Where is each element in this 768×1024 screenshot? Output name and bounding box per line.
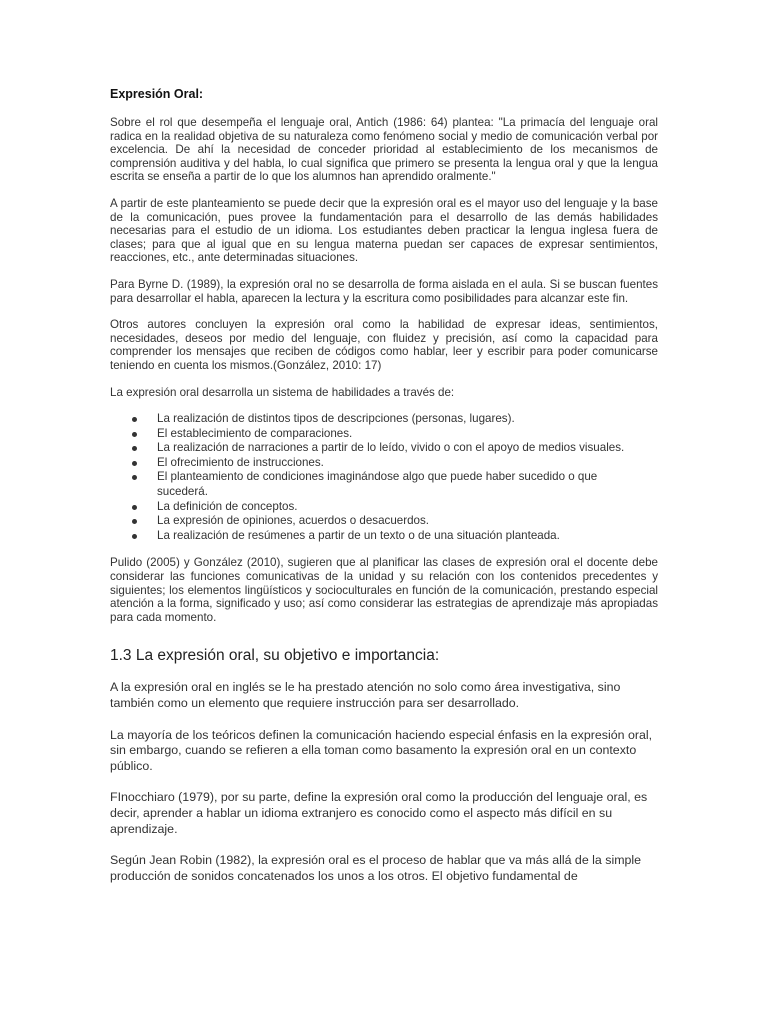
- document-heading: Expresión Oral:: [110, 87, 204, 101]
- bullet-icon: [132, 519, 137, 524]
- paragraph-finocchiaro: FInocchiaro (1979), por su parte, define la expresión oral como la producción del lenguaje oral, es decir, aprender a hablar un idioma extranjero es conocido como el aspecto más difícil en su aprendizaje.: [110, 790, 648, 836]
- paragraph-pulido: Pulido (2005) y González (2010), sugieren que al planificar las clases de expresión oral el docente debe considerar las funciones comunicativas de la unidad y su relación con los contenidos precedentes y siguientes; los elementos lingüísticos y socioculturales en función de la comunicación, prestando especial atención a la forma, significado y uso; así como considerar las estrategias de aprendizaje más apropiadas para cada momento.: [110, 556, 658, 624]
- bullet-icon: [132, 475, 137, 480]
- list-item: [110, 456, 658, 471]
- paragraph-antich-quote: Sobre el rol que desempeña el lenguaje oral, Antich (1986: 64) plantea: "La primacía del lenguaje oral radica en la realidad objetiva de su naturaleza como fenómeno social y medio de comunicación verbal por excelencia. De ahí la necesidad de conceder prioridad al establecimiento de los mecanismos de comprensión auditiva y del habla, lo cual significa que primero se presenta la lengua oral y que la lengua escrita se enseña a partir de lo que los alumnos han aprendido oralmente.": [110, 116, 658, 184]
- list-item-text: La realización de distintos tipos de descripciones (personas, lugares).: [157, 412, 515, 426]
- list-item: [110, 427, 658, 442]
- bullet-icon: [132, 534, 137, 539]
- skills-list: [110, 412, 658, 543]
- list-item-text: El ofrecimiento de instrucciones.: [157, 455, 324, 469]
- list-item: [110, 441, 658, 456]
- paragraph-teoricos: La mayoría de los teóricos definen la comunicación haciendo especial énfasis en la expresión oral, sin embargo, cuando se refieren a ella toman como basamento la expresión oral en un contexto público.: [110, 727, 653, 773]
- list-item-text: La realización de resúmenes a partir de un texto o de una situación planteada.: [157, 528, 560, 542]
- list-item-text: La definición de conceptos.: [157, 499, 298, 513]
- paragraph-atencion: A la expresión oral en inglés se le ha prestado atención no solo como área investigativa, sino también como un elemento que requiere instrucción para ser desarrollado.: [110, 680, 621, 710]
- paragraph-byrne: Para Byrne D. (1989), la expresión oral no se desarrolla de forma aislada en el aula. Si se buscan fuentes para desarrollar el habla, aparecen la lectura y la escritura como posibilidades para alcanzar este fin.: [110, 277, 658, 305]
- section-title: 1.3 La expresión oral, su objetivo e importancia:: [110, 647, 440, 665]
- list-item-text: El planteamiento de condiciones imaginándose algo que puede haber sucedido o que sucederá.: [157, 470, 598, 499]
- list-item-text: La realización de narraciones a partir de lo leído, vivido o con el apoyo de medios visuales.: [157, 441, 625, 455]
- document-page: [110, 86, 658, 900]
- paragraph-list-intro: La expresión oral desarrolla un sistema de habilidades a través de:: [110, 385, 455, 399]
- list-item: [110, 500, 658, 515]
- list-item-text: La expresión de opiniones, acuerdos o desacuerdos.: [157, 514, 429, 528]
- paragraph-robin: Según Jean Robin (1982), la expresión oral es el proceso de hablar que va más allá de la simple producción de sonidos concatenados los unos a los otros. El objetivo fundamental de: [110, 853, 642, 883]
- bullet-icon: [132, 432, 137, 437]
- list-item: [110, 412, 658, 427]
- bullet-icon: [132, 417, 137, 422]
- paragraph-otros-autores: Otros autores concluyen la expresión oral como la habilidad de expresar ideas, sentimientos, necesidades, deseos por medio del lenguaje, con fluidez y precisión, así como la capacidad para comprender los mensajes que reciben de códigos como hablar, leer y escribir para poder comunicarse teniendo en cuenta los mismos.(González, 2010: 17): [110, 318, 658, 372]
- list-item: [110, 529, 658, 544]
- bullet-icon: [132, 505, 137, 510]
- bullet-icon: [132, 446, 137, 451]
- bullet-icon: [132, 461, 137, 466]
- list-item: [110, 470, 658, 499]
- list-item: [110, 514, 658, 529]
- list-item-text: El establecimiento de comparaciones.: [157, 426, 353, 440]
- paragraph-planteamiento: A partir de este planteamiento se puede decir que la expresión oral es el mayor uso del lenguaje y la base de la comunicación, pues provee la fundamentación para el desarrollo de las demás habilidades necesarias para el estudio de un idioma. Los estudiantes deben practicar la lengua inglesa fuera de clases; para que al igual que en su lengua materna puedan ser capaces de expresar sentimientos, reacciones, etc., ante determinadas situaciones.: [110, 196, 658, 265]
